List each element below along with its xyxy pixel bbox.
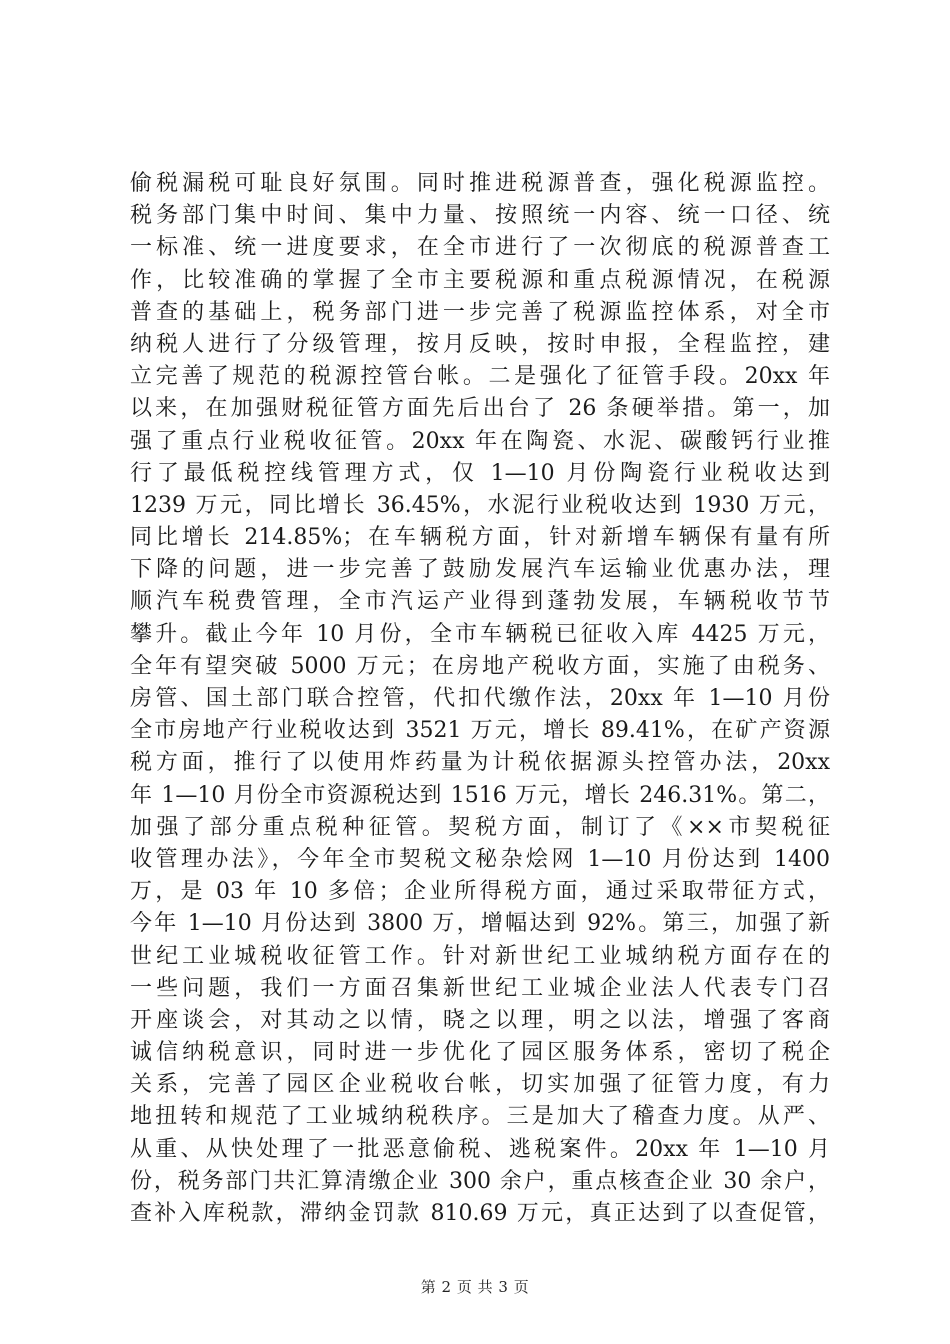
text-line: 同比增长 214.85%；在车辆税方面，针对新增车辆保有量有所 [130,525,830,551]
text-line: 作，比较准确的掌握了全市主要税源和重点税源情况，在税源 [130,267,830,293]
body-text [130,168,830,1230]
text-line: 纳税人进行了分级管理，按月反映，按时申报，全程监控，建 [130,331,830,357]
text-line: 关系，完善了园区企业税收台帐，切实加强了征管力度，有力 [130,1072,830,1098]
text-line: 世纪工业城税收征管工作。针对新世纪工业城纳税方面存在的 [130,943,830,969]
text-line: 下降的问题，进一步完善了鼓励发展汽车运输业优惠办法，理 [130,557,830,583]
page-footer: 第 2 页 共 3 页 [420,1278,530,1296]
text-line: 一标准、统一进度要求，在全市进行了一次彻底的税源普查工 [130,235,830,261]
text-line: 强了重点行业税收征管。20xx 年在陶瓷、水泥、碳酸钙行业推 [130,428,830,454]
text-line: 今年 1—10 月份达到 3800 万，增幅达到 92%。第三，加强了新 [130,911,830,937]
text-line: 从重、从快处理了一批恶意偷税、逃税案件。20xx 年 1—10 月 [130,1136,830,1162]
text-line: 税方面，推行了以使用炸药量为计税依据源头控管办法，20xx [130,750,830,776]
text-line: 地扭转和规范了工业城纳税秩序。三是加大了稽查力度。从严、 [130,1104,830,1130]
text-line: 偷税漏税可耻良好氛围。同时推进税源普查，强化税源监控。 [130,171,830,196]
text-line: 攀升。截止今年 10 月份，全市车辆税已征收入库 4425 万元， [130,621,830,647]
text-line: 加强了部分重点税种征管。契税方面，制订了《××市契税征 [130,814,830,840]
text-line: 1239 万元，同比增长 36.45%，水泥行业税收达到 1930 万元， [130,492,830,518]
text-line: 诚信纳税意识，同时进一步优化了园区服务体系，密切了税企 [130,1040,830,1066]
text-line: 年 1—10 月份全市资源税达到 1516 万元，增长 246.31%。第二， [130,782,830,808]
text-line: 以来，在加强财税征管方面先后出台了 26 条硬举措。第一，加 [130,396,830,422]
text-line: 万，是 03 年 10 多倍；企业所得税方面，通过采取带征方式， [130,879,830,905]
text-line: 顺汽车税费管理，全市汽运产业得到蓬勃发展，车辆税收节节 [130,589,830,615]
text-line: 开座谈会，对其动之以情，晓之以理，明之以法，增强了客商 [130,1007,830,1033]
text-line: 房管、国土部门联合控管，代扣代缴作法，20xx 年 1—10 月份 [130,686,830,711]
text-line: 税务部门集中时间、集中力量、按照统一内容、统一口径、统 [130,203,830,229]
text-line: 查补入库税款，滞纳金罚款 810.69 万元，真正达到了以查促管， [130,1201,830,1226]
text-line: 普查的基础上，税务部门进一步完善了税源监控体系，对全市 [130,299,830,325]
text-line: 收管理办法》，今年全市契税文秘杂烩网 1—10 月份达到 1400 [130,846,830,872]
text-line: 全年有望突破 5000 万元；在房地产税收方面，实施了由税务、 [130,653,830,679]
text-line: 行了最低税控线管理方式，仅 1—10 月份陶瓷行业税收达到 [130,460,830,486]
text-line: 全市房地产行业税收达到 3521 万元，增长 89.41%，在矿产资源 [130,718,830,744]
text-line: 份，税务部门共汇算清缴企业 300 余户，重点核查企业 30 余户， [130,1168,830,1194]
text-line: 立完善了规范的税源控管台帐。二是强化了征管手段。20xx 年 [130,364,830,390]
text-line: 一些问题，我们一方面召集新世纪工业城企业法人代表专门召 [130,975,830,1001]
